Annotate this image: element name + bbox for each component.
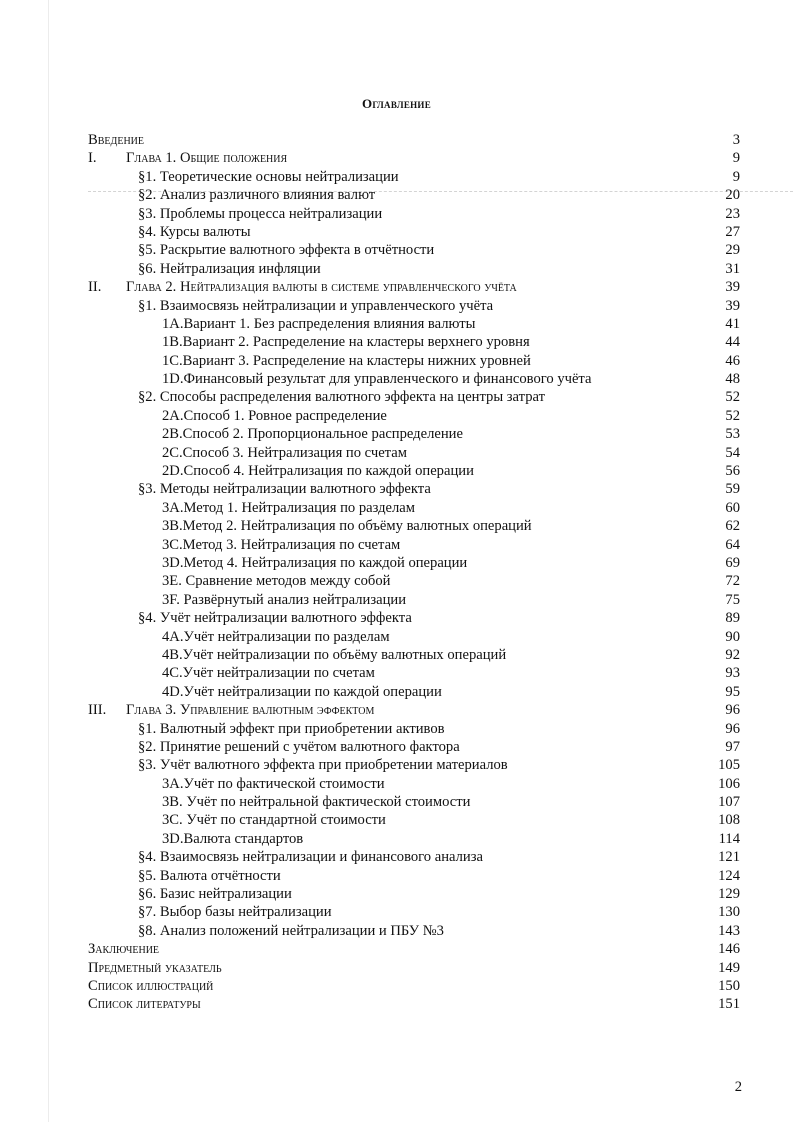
toc-entry-page: 3 bbox=[732, 132, 740, 148]
toc-entry[interactable] bbox=[88, 646, 740, 664]
toc-entry-page: 151 bbox=[718, 996, 740, 1013]
toc-entry-label: §5. Раскрытие валютного эффекта в отчётности bbox=[138, 242, 435, 259]
toc-entry-label: 3E. Сравнение методов между собой bbox=[162, 573, 391, 590]
toc-entry-page: 149 bbox=[718, 959, 740, 976]
table-of-contents bbox=[88, 131, 740, 1014]
toc-entry[interactable] bbox=[88, 333, 740, 351]
toc-entry-page: 39 bbox=[725, 297, 740, 314]
toc-entry-label: 4D.Учёт нейтрализации по каждой операции bbox=[162, 683, 442, 700]
toc-entry-page: 92 bbox=[725, 646, 740, 663]
toc-entry-label: §1. Теоретические основы нейтрализации bbox=[138, 168, 399, 185]
toc-entry[interactable] bbox=[88, 940, 740, 958]
toc-entry-page: 105 bbox=[718, 757, 740, 774]
toc-entry[interactable] bbox=[88, 462, 740, 480]
toc-entry[interactable] bbox=[88, 241, 740, 259]
toc-entry-label: 2B.Способ 2. Пропорциональное распределение bbox=[162, 426, 463, 443]
toc-entry[interactable] bbox=[88, 628, 740, 646]
toc-entry-page: 95 bbox=[725, 683, 740, 700]
toc-entry[interactable] bbox=[88, 848, 740, 866]
toc-entry[interactable] bbox=[88, 664, 740, 682]
toc-entry-page: 143 bbox=[718, 922, 740, 939]
toc-entry-page: 72 bbox=[725, 573, 740, 590]
toc-entry-page: 59 bbox=[725, 481, 740, 498]
toc-entry[interactable] bbox=[88, 811, 740, 829]
toc-entry-label: 4B.Учёт нейтрализации по объёму валютных операций bbox=[162, 646, 507, 663]
toc-entry[interactable] bbox=[88, 995, 740, 1013]
toc-entry-label: 3A.Учёт по фактической стоимости bbox=[162, 775, 385, 792]
toc-entry-number: III. bbox=[88, 702, 107, 719]
toc-entry[interactable] bbox=[88, 444, 740, 462]
scan-edge bbox=[48, 0, 49, 1122]
toc-entry-label: Предметный указатель bbox=[88, 959, 222, 976]
toc-entry-label: Глава 3. Управление валютным эффектом bbox=[126, 702, 375, 719]
toc-entry-label: §3. Проблемы процесса нейтрализации bbox=[138, 205, 383, 222]
toc-entry-label: Список литературы bbox=[88, 996, 201, 1013]
toc-entry-label: 2D.Способ 4. Нейтрализация по каждой операции bbox=[162, 463, 474, 480]
toc-entry-label: 1B.Вариант 2. Распределение на кластеры верхнего уровня bbox=[162, 334, 530, 351]
toc-entry-label: §3. Методы нейтрализации валютного эффекта bbox=[138, 481, 431, 498]
toc-entry[interactable] bbox=[88, 775, 740, 793]
toc-entry-label: 3B. Учёт по нейтральной фактической стоимости bbox=[162, 794, 471, 811]
toc-entry-label: 4C.Учёт нейтрализации по счетам bbox=[162, 665, 375, 682]
toc-entry[interactable] bbox=[88, 701, 740, 719]
toc-entry-label: §4. Курсы валюты bbox=[138, 223, 251, 240]
toc-entry[interactable] bbox=[88, 499, 740, 517]
toc-entry[interactable] bbox=[88, 738, 740, 756]
toc-entry[interactable] bbox=[88, 425, 740, 443]
toc-entry-page: 69 bbox=[725, 554, 740, 571]
toc-entry-label: 3A.Метод 1. Нейтрализация по разделам bbox=[162, 499, 416, 516]
toc-entry[interactable] bbox=[88, 720, 740, 738]
toc-entry-label: Глава 2. Нейтрализация валюты в системе управленческого учёта bbox=[126, 279, 517, 296]
toc-entry[interactable] bbox=[88, 315, 740, 333]
toc-entry[interactable] bbox=[88, 903, 740, 921]
toc-entry-label: §8. Анализ положений нейтрализации и ПБУ №3 bbox=[138, 922, 444, 939]
toc-entry-page: 48 bbox=[725, 371, 740, 388]
toc-entry-page: 114 bbox=[718, 830, 740, 847]
toc-entry[interactable] bbox=[88, 756, 740, 774]
toc-entry-page: 108 bbox=[718, 812, 740, 829]
toc-entry-label: 3C. Учёт по стандартной стоимости bbox=[162, 812, 386, 829]
toc-entry[interactable] bbox=[88, 297, 740, 315]
toc-entry[interactable] bbox=[88, 922, 740, 940]
toc-entry-label: 1A.Вариант 1. Без распределения влияния валюты bbox=[162, 315, 476, 332]
toc-entry-label: 3B.Метод 2. Нейтрализация по объёму валютных операций bbox=[162, 518, 532, 535]
toc-entry-page: 64 bbox=[725, 536, 740, 553]
toc-entry-page: 97 bbox=[725, 738, 740, 755]
toc-entry[interactable] bbox=[88, 223, 740, 241]
toc-entry[interactable] bbox=[88, 352, 740, 370]
toc-entry-page: 46 bbox=[725, 352, 740, 369]
toc-title: Оглавление bbox=[361, 96, 432, 111]
toc-entry[interactable] bbox=[88, 554, 740, 572]
toc-entry[interactable] bbox=[88, 407, 740, 425]
toc-entry[interactable] bbox=[88, 149, 740, 167]
toc-entry-page: 146 bbox=[718, 941, 740, 958]
toc-entry-label: Глава 1. Общие положения bbox=[126, 150, 288, 167]
toc-entry-label: 1C.Вариант 3. Распределение на кластеры нижних уровней bbox=[162, 352, 531, 369]
toc-entry-page: 31 bbox=[725, 260, 740, 277]
toc-entry-label: 3D.Валюта стандартов bbox=[162, 830, 304, 847]
toc-entry[interactable] bbox=[88, 260, 740, 278]
toc-entry-label: §1. Валютный эффект при приобретении активов bbox=[138, 720, 445, 737]
toc-entry-label: §2. Принятие решений с учётом валютного фактора bbox=[138, 738, 460, 755]
toc-entry-page: 89 bbox=[725, 610, 740, 627]
toc-entry-label: Введение bbox=[88, 132, 144, 148]
toc-entry[interactable] bbox=[88, 683, 740, 701]
toc-entry-label: §4. Взаимосвязь нейтрализации и финансового анализа bbox=[138, 849, 483, 866]
toc-entry-label: §7. Выбор базы нейтрализации bbox=[138, 904, 332, 921]
toc-entry[interactable] bbox=[88, 867, 740, 885]
toc-entry-page: 150 bbox=[718, 977, 740, 994]
toc-entry-label: §5. Валюта отчётности bbox=[138, 867, 281, 884]
toc-entry-label: §2. Способы распределения валютного эффекта на центры затрат bbox=[138, 389, 545, 406]
toc-entry-page: 106 bbox=[718, 775, 740, 792]
toc-entry-label: 1D.Финансовый результат для управленческого и финансового учёта bbox=[162, 371, 592, 388]
toc-entry[interactable] bbox=[88, 609, 740, 627]
toc-entry-number: II. bbox=[88, 279, 102, 296]
toc-entry[interactable] bbox=[88, 536, 740, 554]
toc-entry-label: 2C.Способ 3. Нейтрализация по счетам bbox=[162, 444, 407, 461]
toc-entry-page: 75 bbox=[725, 591, 740, 608]
toc-entry-label: §6. Нейтрализация инфляции bbox=[138, 260, 321, 277]
toc-entry-label: 3F. Развёрнутый анализ нейтрализации bbox=[162, 591, 407, 608]
toc-entry[interactable] bbox=[88, 959, 740, 977]
toc-entry-page: 107 bbox=[718, 794, 740, 811]
toc-entry[interactable] bbox=[88, 480, 740, 498]
toc-entry-page: 62 bbox=[725, 518, 740, 535]
toc-entry-number: I. bbox=[88, 150, 97, 167]
toc-entry-label: 4A.Учёт нейтрализации по разделам bbox=[162, 628, 390, 645]
toc-entry-label: 3D.Метод 4. Нейтрализация по каждой операции bbox=[162, 554, 468, 571]
toc-entry-page: 20 bbox=[725, 187, 740, 204]
toc-entry-page: 41 bbox=[725, 315, 740, 332]
toc-entry-page: 44 bbox=[725, 334, 740, 351]
toc-entry-label: 2A.Способ 1. Ровное распределение bbox=[162, 407, 387, 424]
toc-entry[interactable] bbox=[88, 131, 740, 149]
toc-entry[interactable] bbox=[88, 205, 740, 223]
toc-entry-page: 96 bbox=[725, 702, 740, 719]
toc-entry[interactable] bbox=[88, 591, 740, 609]
toc-entry-page: 96 bbox=[725, 720, 740, 737]
page-number: 2 bbox=[734, 1079, 742, 1095]
toc-entry-label: Заключение bbox=[88, 941, 160, 958]
toc-entry-page: 9 bbox=[732, 168, 740, 185]
toc-entry-label: §4. Учёт нейтрализации валютного эффекта bbox=[138, 610, 412, 627]
toc-entry-label: 3C.Метод 3. Нейтрализация по счетам bbox=[162, 536, 401, 553]
toc-entry-page: 52 bbox=[725, 389, 740, 406]
toc-entry-label: §6. Базис нейтрализации bbox=[138, 886, 292, 903]
toc-entry-page: 53 bbox=[725, 426, 740, 443]
toc-entry-page: 54 bbox=[725, 444, 740, 461]
toc-entry-page: 27 bbox=[725, 223, 740, 240]
toc-entry-page: 60 bbox=[725, 499, 740, 516]
toc-entry-page: 129 bbox=[718, 886, 740, 903]
toc-entry-label: §3. Учёт валютного эффекта при приобретении материалов bbox=[138, 757, 508, 774]
toc-entry-page: 56 bbox=[725, 463, 740, 480]
toc-entry-page: 52 bbox=[725, 407, 740, 424]
toc-entry-page: 93 bbox=[725, 665, 740, 682]
toc-entry-label: Список иллюстраций bbox=[88, 977, 214, 994]
toc-entry[interactable] bbox=[88, 388, 740, 406]
toc-entry[interactable] bbox=[88, 830, 740, 848]
toc-entry-page: 90 bbox=[725, 628, 740, 645]
toc-entry[interactable] bbox=[88, 793, 740, 811]
toc-entry[interactable] bbox=[88, 517, 740, 535]
toc-entry-page: 39 bbox=[725, 279, 740, 296]
toc-entry[interactable] bbox=[88, 572, 740, 590]
toc-entry-page: 121 bbox=[718, 849, 740, 866]
toc-entry-page: 23 bbox=[725, 205, 740, 222]
toc-entry[interactable] bbox=[88, 278, 740, 296]
toc-entry-page: 130 bbox=[718, 904, 740, 921]
toc-entry-page: 29 bbox=[725, 242, 740, 259]
toc-entry-page: 9 bbox=[732, 150, 740, 167]
toc-entry[interactable] bbox=[88, 168, 740, 186]
toc-entry[interactable] bbox=[88, 370, 740, 388]
toc-entry-page: 124 bbox=[718, 867, 740, 884]
toc-entry-label: §2. Анализ различного влияния валют bbox=[138, 187, 376, 204]
toc-entry-label: §1. Взаимосвязь нейтрализации и управленческого учёта bbox=[138, 297, 494, 314]
toc-entry[interactable] bbox=[88, 977, 740, 995]
toc-entry[interactable] bbox=[88, 885, 740, 903]
toc-entry[interactable] bbox=[88, 186, 740, 204]
